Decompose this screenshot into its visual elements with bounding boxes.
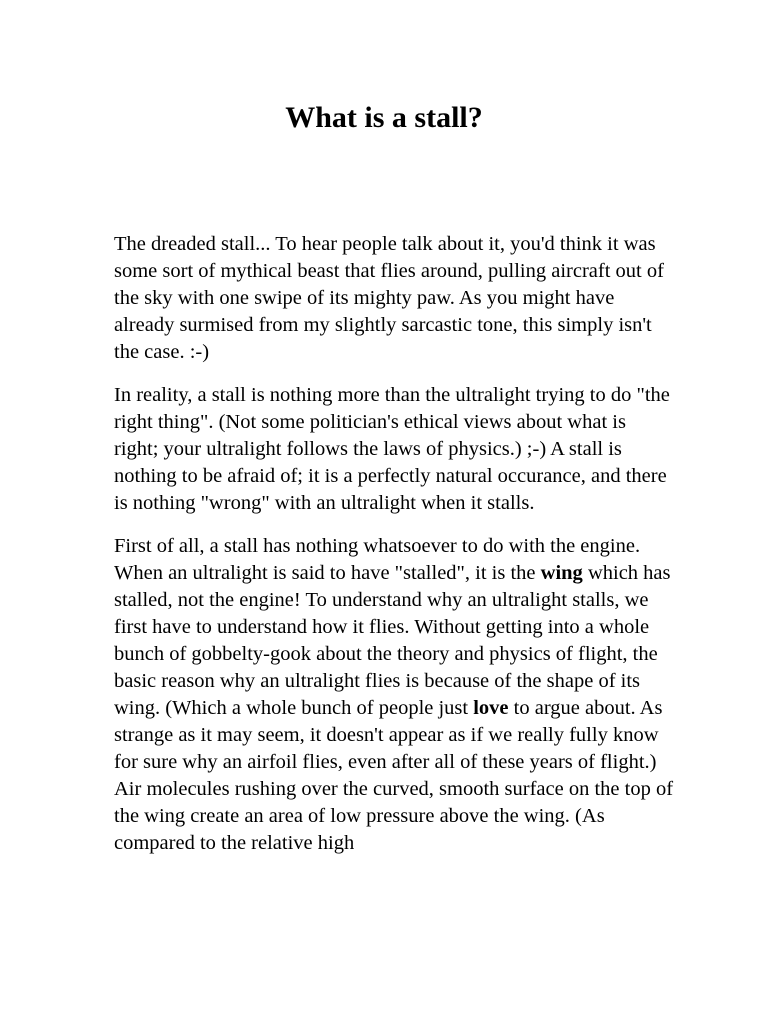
paragraph-1 <box>114 231 674 366</box>
paragraph-2-text: In reality, a stall is nothing more than the ultralight trying to do "the right thing". (Not some politician's ethical views about what is right; your ultralight follows the laws of physics.) ;-) A stall is nothing to be afraid of; it is a perfectly natural occurance, and there is nothing "wrong" with an ultralight when it stalls. <box>114 384 670 514</box>
paragraph-1-text: The dreaded stall... To hear people talk about it, you'd think it was some sort of mythical beast that flies around, pulling aircraft out of the sky with one swipe of its mighty paw. As you might have already surmised from my slightly sarcastic tone, this simply isn't the case. :-) <box>114 233 664 363</box>
paragraph-3-text-part-2: which has stalled, not the engine! To understand why an ultralight stalls, we first have to understand how it flies. Without getting into a whole bunch of gobbelty-gook about the theory and physics of flight, the basic reason why an ultralight flies is because of the shape of its wing. (Which a whole bunch of people just <box>114 562 671 719</box>
emphasis-wing: wing <box>540 562 583 584</box>
paragraph-3-text-part-1: First of all, a stall has nothing whatsoever to do with the engine. When an ultralight is said to have "stalled", it is the <box>114 535 641 584</box>
emphasis-love: love <box>473 697 509 719</box>
paragraph-2 <box>114 382 674 517</box>
article-body <box>114 231 674 873</box>
paragraph-3 <box>114 533 674 857</box>
page-title: What is a stall? <box>285 101 483 134</box>
paragraph-3-text-part-3: to argue about. As strange as it may seem, it doesn't appear as if we really fully know for sure why an airfoil flies, even after all of these years of flight.) Air molecules rushing over the curved, smooth surface on the top of the wing create an area of low pressure above the wing. (As compared to the relative high <box>114 697 674 854</box>
